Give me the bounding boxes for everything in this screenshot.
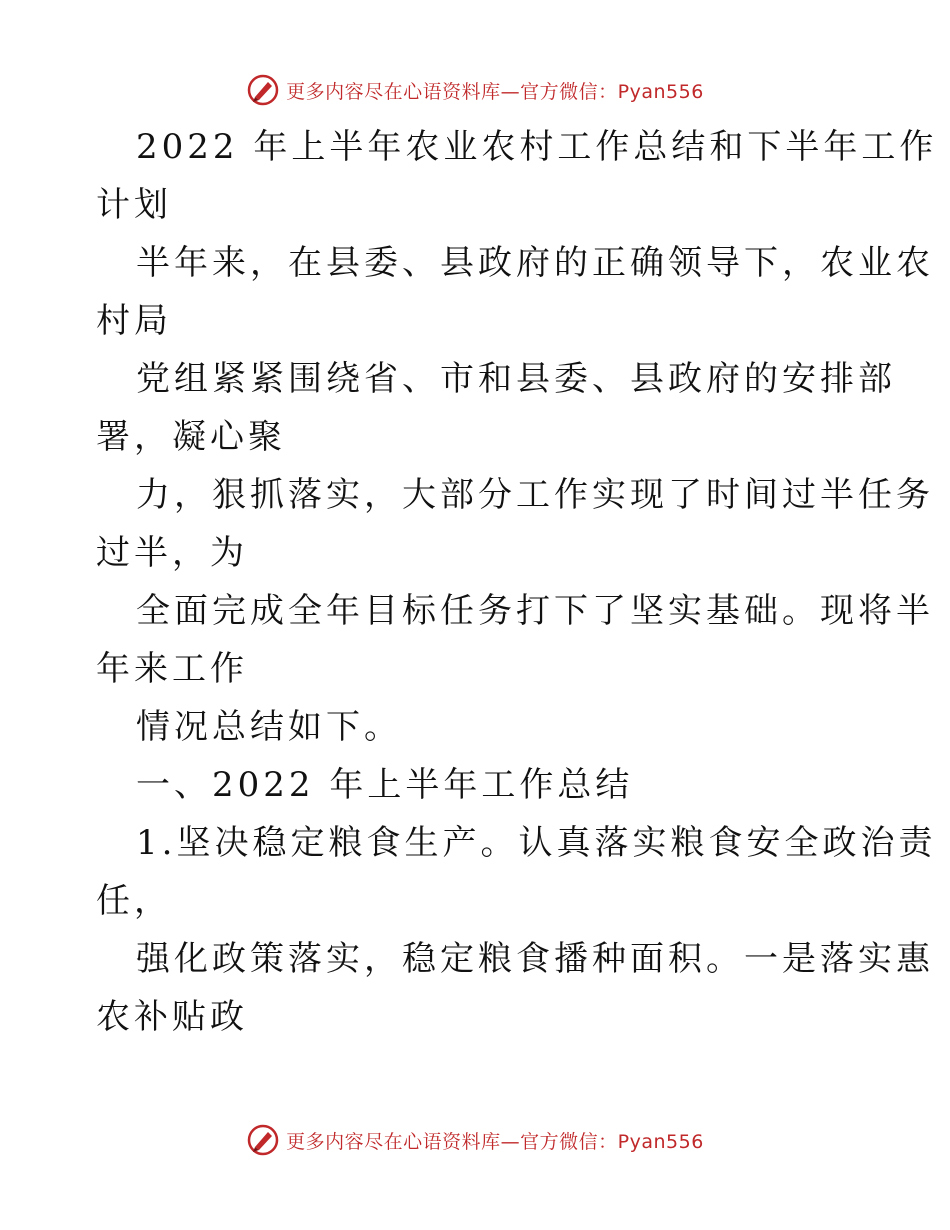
document-body xyxy=(96,118,938,1046)
document-line: 计划 xyxy=(96,185,172,225)
document-line: 半年来，在县委、县政府的正确领导下，农业农 xyxy=(136,243,934,283)
footer-banner-text: 更多内容尽在心语资料库—官方微信：Pyan556 xyxy=(286,1130,704,1153)
document-line: 1.坚决稳定粮食生产。认真落实粮食安全政治责 xyxy=(136,823,937,863)
header-banner xyxy=(0,70,950,110)
header-wechat-id: Pyan556 xyxy=(617,80,704,103)
footer-banner xyxy=(0,1120,950,1160)
header-banner-text: 更多内容尽在心语资料库—官方微信：Pyan556 xyxy=(286,80,704,103)
footer-wechat-id: Pyan556 xyxy=(617,1130,704,1153)
document-line: 农补贴政 xyxy=(96,997,248,1037)
document-line: 力，狠抓落实，大部分工作实现了时间过半任务 xyxy=(136,475,934,515)
document-line: 署，凝心聚 xyxy=(96,417,286,457)
pen-logo-icon xyxy=(246,73,280,107)
document-line: 任， xyxy=(96,881,172,921)
document-line: 年来工作 xyxy=(96,649,248,689)
document-line: 强化政策落实，稳定粮食播种面积。一是落实惠 xyxy=(136,939,934,979)
pen-logo-icon xyxy=(246,1123,280,1157)
document-line: 过半，为 xyxy=(96,533,248,573)
document-line: 全面完成全年目标任务打下了坚实基础。现将半 xyxy=(136,591,934,631)
document-line: 村局 xyxy=(96,301,172,341)
document-line: 情况总结如下。 xyxy=(136,707,402,747)
section-heading: 一、2022 年上半年工作总结 xyxy=(136,765,634,805)
document-line: 2022 年上半年农业农村工作总结和下半年工作 xyxy=(136,127,938,167)
document-line: 党组紧紧围绕省、市和县委、县政府的安排部 xyxy=(136,359,896,399)
